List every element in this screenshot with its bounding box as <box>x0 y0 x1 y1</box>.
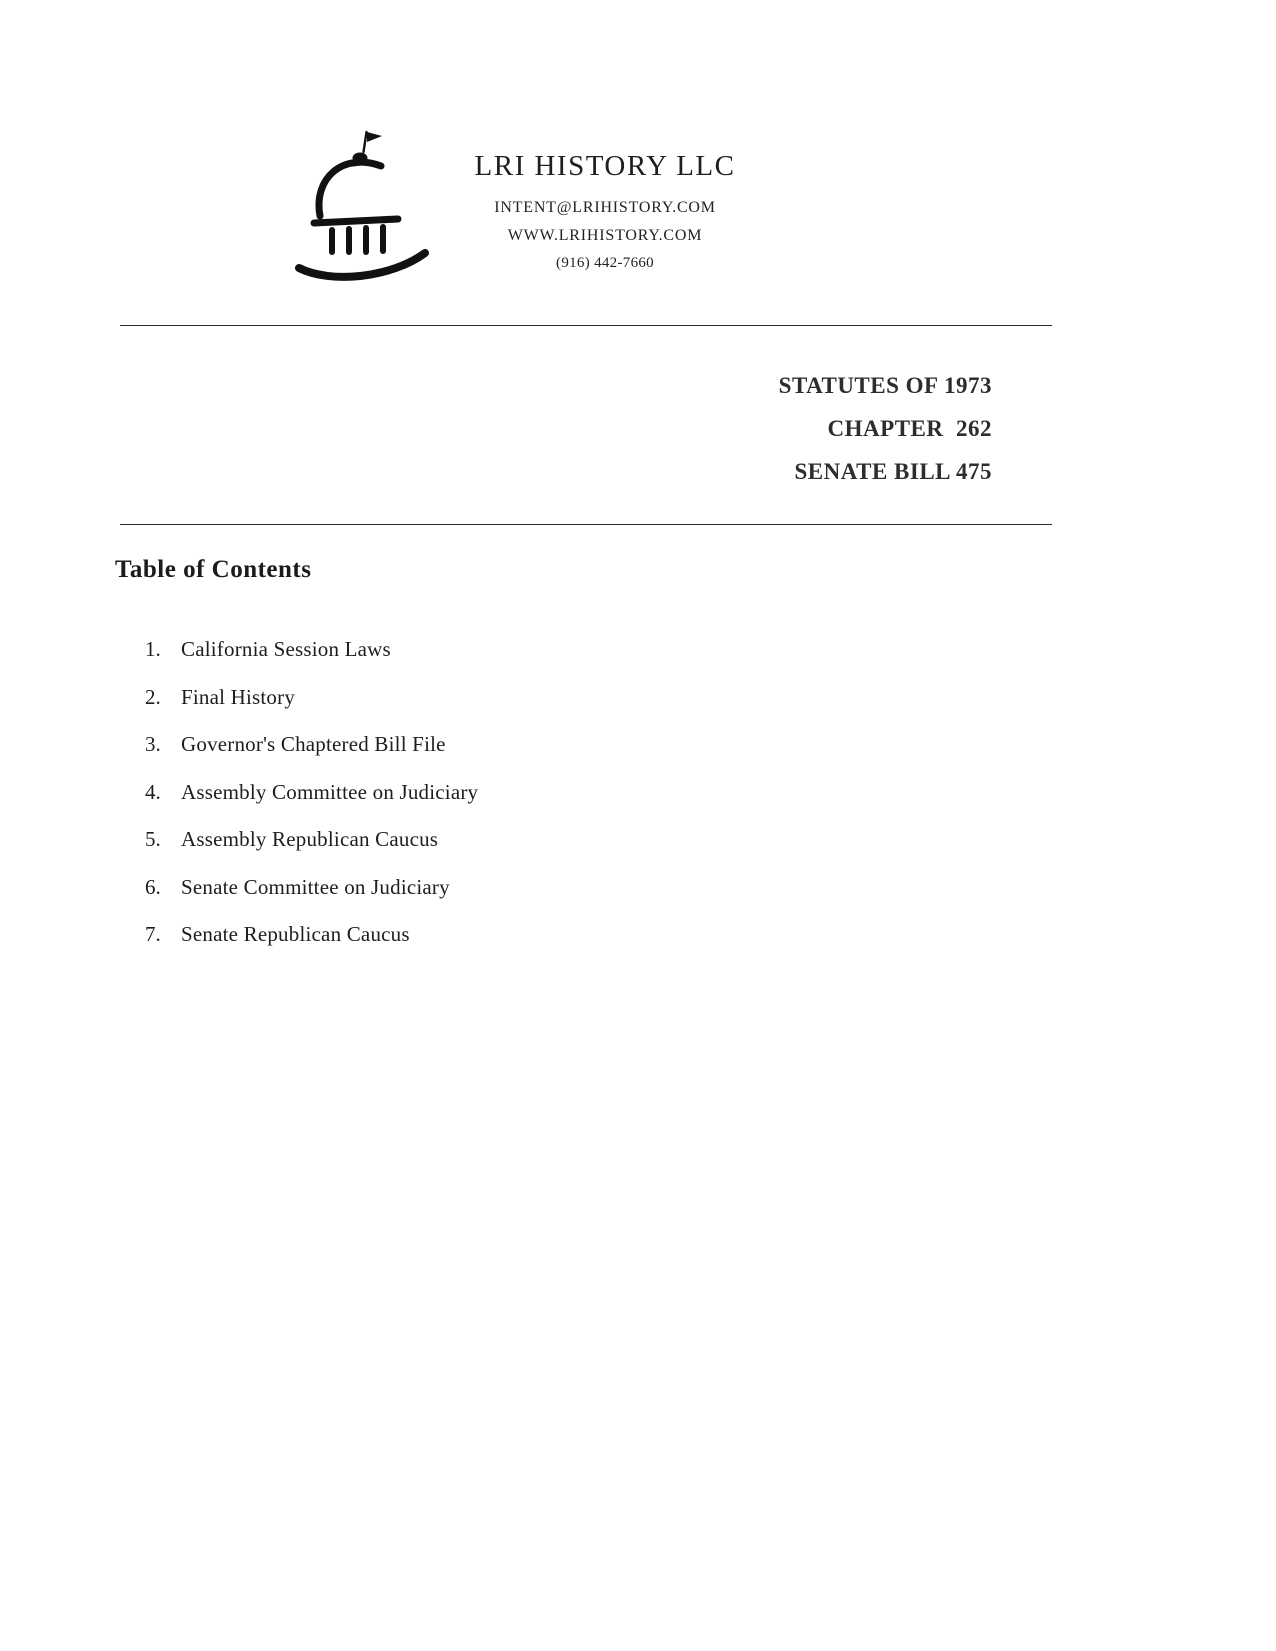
email-text: INTENT@LRIHISTORY.COM <box>494 199 716 216</box>
toc-item-label: California Session Laws <box>181 637 391 661</box>
statute-block <box>120 364 992 493</box>
divider-top <box>120 325 1052 326</box>
statutes-line: STATUTES OF 1973 <box>778 373 992 398</box>
toc-item <box>145 674 845 722</box>
toc-item-number: 5. <box>145 827 161 851</box>
toc-item-number: 1. <box>145 637 161 661</box>
toc-item <box>145 816 845 864</box>
letterhead <box>450 150 760 272</box>
phone-text: (916) 442-7660 <box>556 255 654 271</box>
toc-item <box>145 626 845 674</box>
toc-item-label: Senate Committee on Judiciary <box>181 874 450 899</box>
toc-item-number: 4. <box>145 779 161 804</box>
toc-item-number: 7. <box>145 922 161 946</box>
toc-item-number: 2. <box>145 684 161 709</box>
toc-item-label: Assembly Republican Caucus <box>181 827 439 851</box>
toc-item-number: 6. <box>145 874 161 899</box>
toc-item <box>145 769 845 817</box>
flag-icon <box>367 132 382 142</box>
toc-item-label: Final History <box>181 684 296 709</box>
toc-item <box>145 864 845 912</box>
toc-item-label: Senate Republican Caucus <box>181 922 410 946</box>
toc-item <box>145 911 845 959</box>
toc-item-label: Assembly Committee on Judiciary <box>181 779 479 804</box>
toc-item <box>145 721 845 769</box>
website-text: WWW.LRIHISTORY.COM <box>507 227 703 244</box>
dome-stroke <box>319 162 381 216</box>
divider-bottom <box>120 524 1052 525</box>
toc-title: Table of Contents <box>115 556 312 583</box>
base-stroke <box>299 253 425 277</box>
toc-list <box>145 626 845 959</box>
company-name: LRI HISTORY LLC <box>474 150 736 182</box>
chapter-line: CHAPTER 262 <box>827 416 992 441</box>
entablature-stroke <box>314 219 398 223</box>
toc-item-number: 3. <box>145 732 161 756</box>
senate-bill-line: SENATE BILL 475 <box>794 459 992 484</box>
toc-item-label: Governor's Chaptered Bill File <box>181 732 446 756</box>
capitol-dome-logo <box>293 126 435 286</box>
